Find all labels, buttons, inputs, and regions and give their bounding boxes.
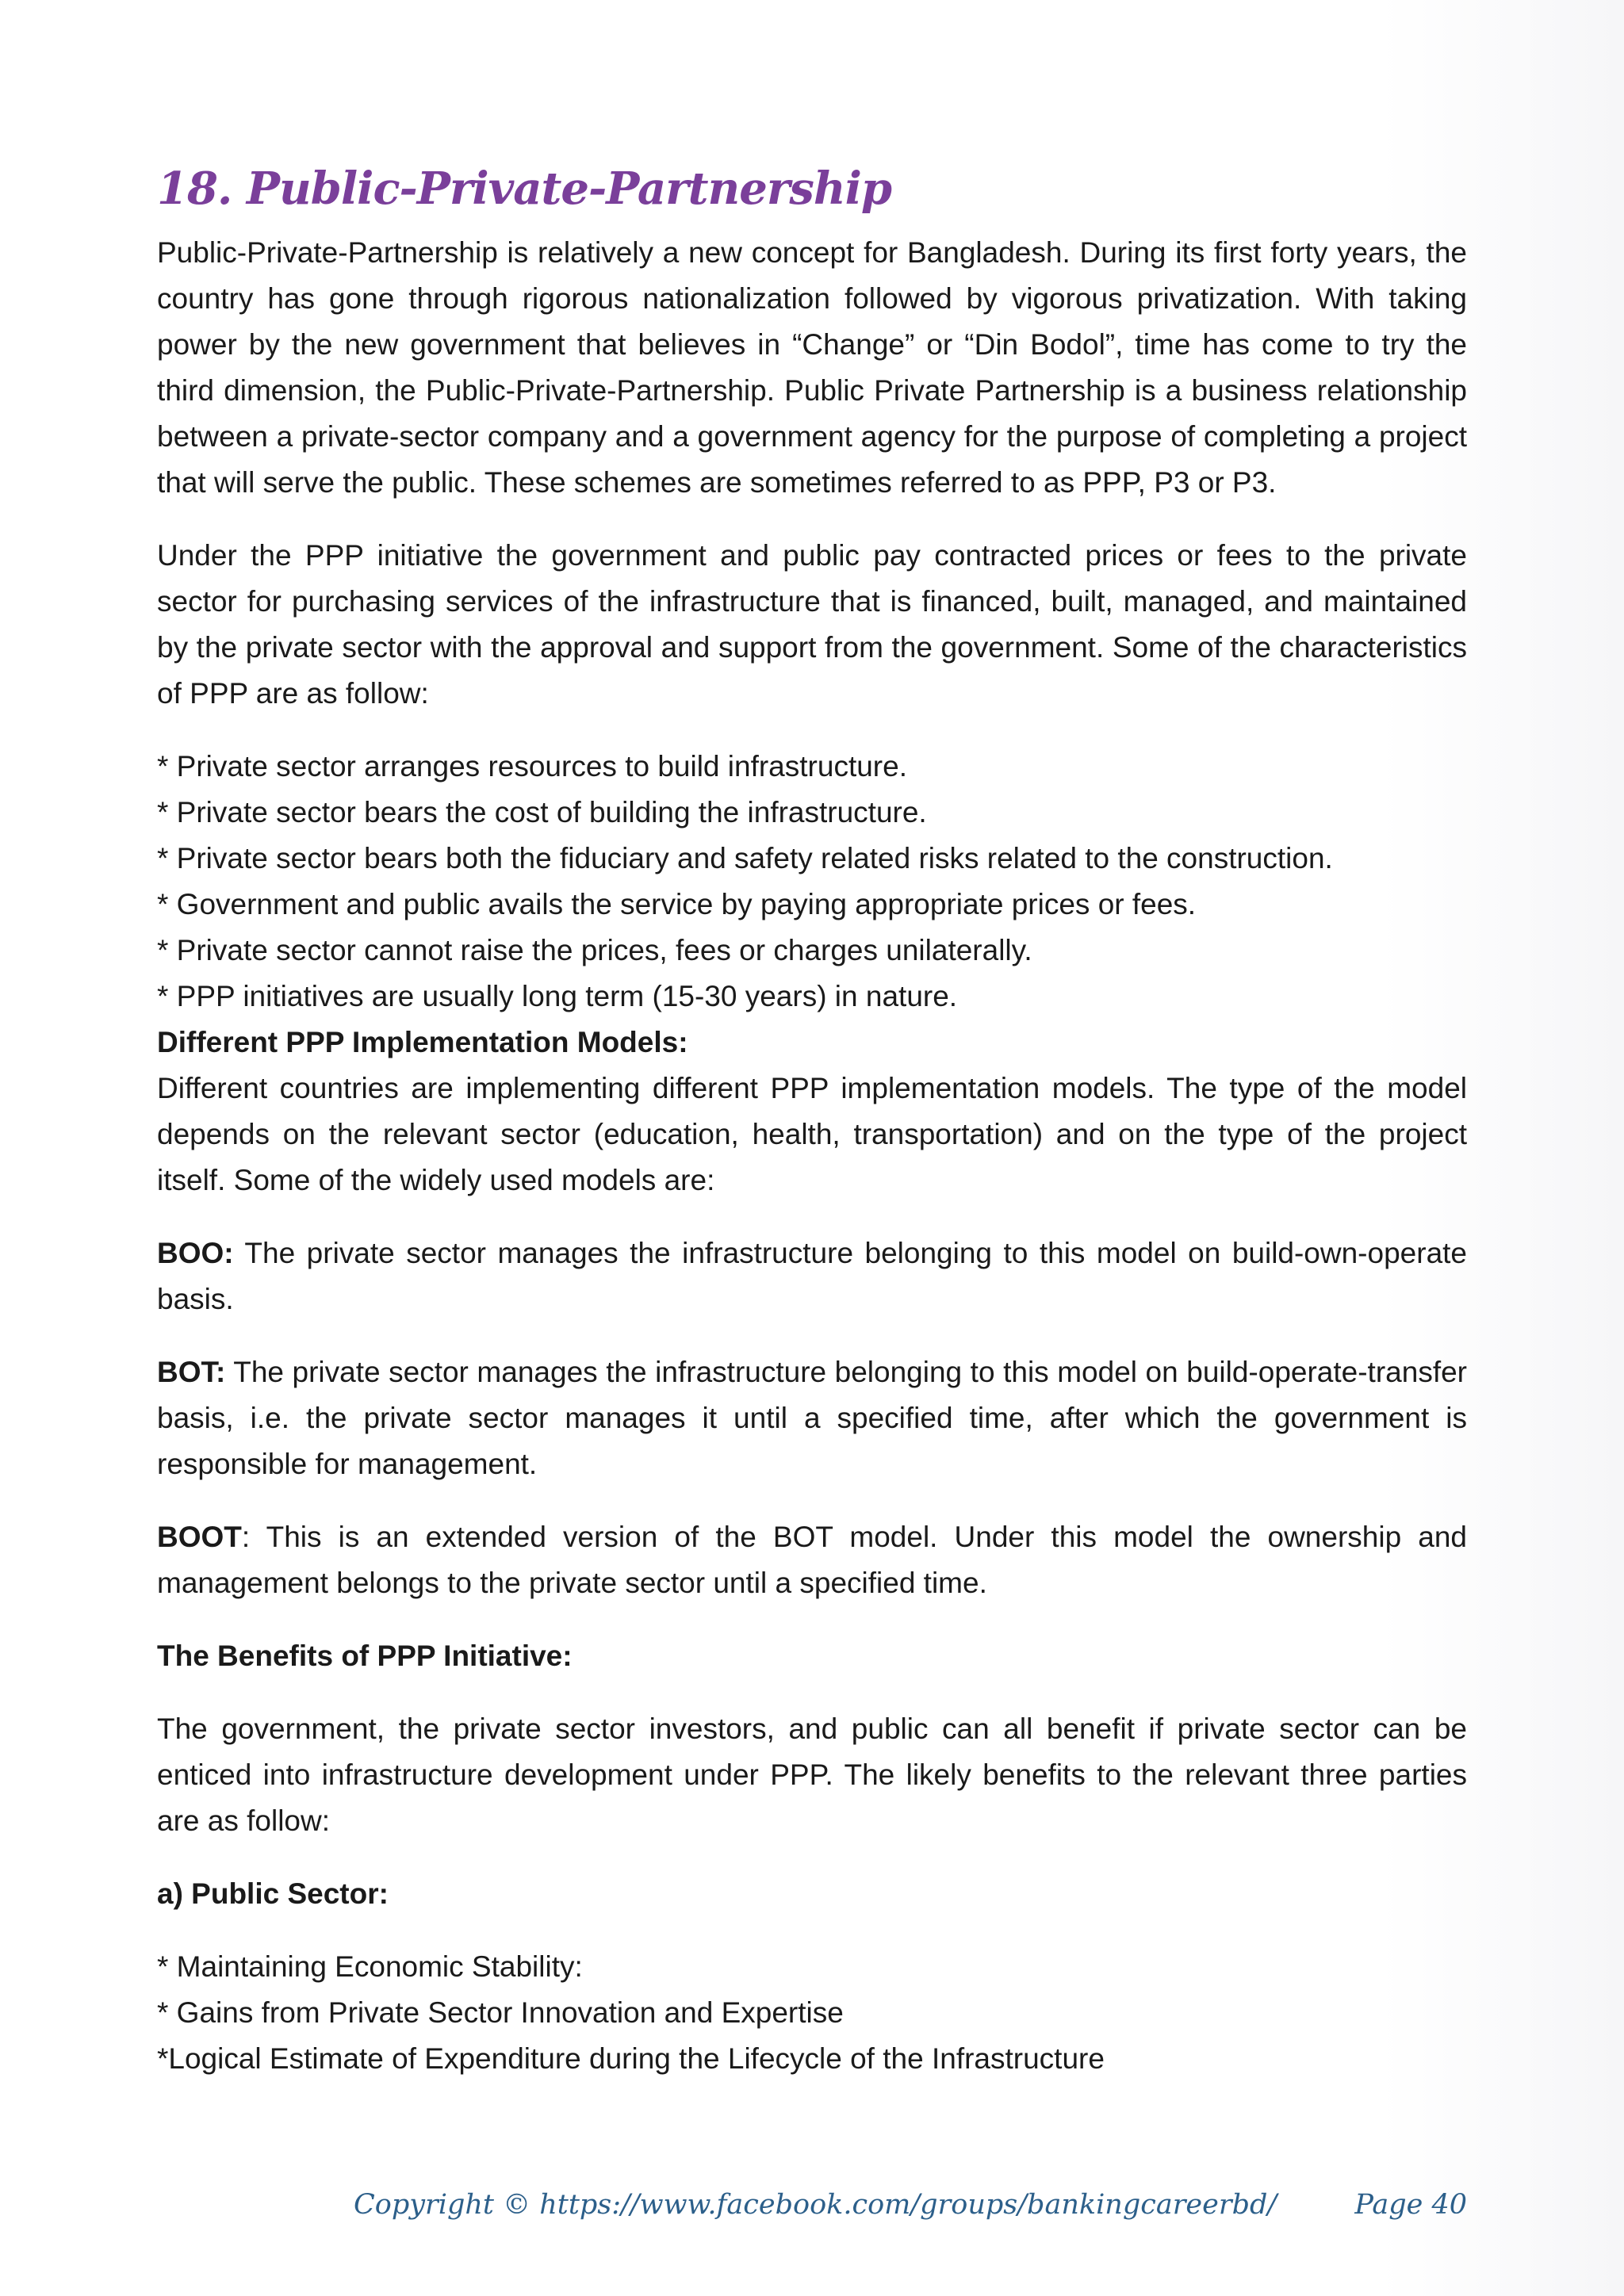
list-item: * PPP initiatives are usually long term (15-30 years) in nature. [157,980,958,1012]
list-item: * Private sector cannot raise the prices, fees or charges unilaterally. [157,934,1032,966]
list-item: * Private sector bears both the fiduciary and safety related risks related to the construction. [157,842,1333,874]
models-heading: Different PPP Implementation Models: [157,1026,688,1058]
boot-paragraph [157,1514,1467,1606]
page-number: Page 40 [1354,2189,1467,2221]
list-item: *Logical Estimate of Expenditure during the Lifecycle of the Infrastructure [157,2042,1105,2075]
list-item: * Private sector arranges resources to build infrastructure. [157,750,907,783]
section-heading: 18. Public-Private-Partnership [157,163,892,215]
bot-text: The private sector manages the infrastructure belonging to this model on build-operate-transfer basis, i.e. the private sector manages it until a specified time, after which the government is responsible for management. [157,1356,1467,1480]
boo-term: BOO: [157,1237,234,1269]
boot-term: BOOT [157,1521,242,1553]
list-item: * Government and public avails the service by paying appropriate prices or fees. [157,888,1197,920]
models-intro-paragraph: Different countries are implementing different PPP implementation models. The type of the model depends on the relevant sector (education, health, transportation) and on the type of the project itself. Some of the widely used models are: [157,1072,1467,1196]
copyright-text: Copyright © https://www.facebook.com/groups/bankingcareerbd/ [354,2189,1277,2221]
initiative-paragraph: Under the PPP initiative the government and public pay contracted prices or fees to the private sector for purchasing services of the infrastructure that is financed, built, managed, and maintained by the private sector with the approval and support from the government. Some of the characteristics of PPP are as follow: [157,539,1467,710]
list-item: * Private sector bears the cost of building the infrastructure. [157,796,927,828]
boo-text: The private sector manages the infrastructure belonging to this model on build-own-operate basis. [157,1237,1467,1315]
benefits-heading: The Benefits of PPP Initiative: [157,1640,573,1672]
boot-text: : This is an extended version of the BOT model. Under this model the ownership and management belongs to the private sector until a specified time. [157,1521,1467,1599]
characteristics-list [157,744,1467,1020]
public-sector-list [157,1944,1467,2082]
bot-paragraph [157,1349,1467,1487]
list-item: * Maintaining Economic Stability: [157,1950,583,1983]
intro-paragraph: Public-Private-Partnership is relatively a new concept for Bangladesh. During its first forty years, the country has gone through rigorous nationalization followed by vigorous privatization. With taking power by the new government that believes in “Change” or “Din Bodol”, time has come to try the third dimension, the Public-Private-Partnership. Public Private Partnership is a business relationship between a private-sector company and a government agency for the purpose of completing a project that will serve the public. These schemes are sometimes referred to as PPP, P3 or P3. [157,236,1467,499]
page-content [157,155,1467,2082]
boo-paragraph [157,1230,1467,1322]
list-item: * Gains from Private Sector Innovation and Expertise [157,1996,844,2029]
public-sector-heading: a) Public Sector: [157,1877,389,1910]
bot-term: BOT: [157,1356,226,1388]
benefits-intro-paragraph: The government, the private sector investors, and public can all benefit if private sector can be enticed into infrastructure development under PPP. The likely benefits to the relevant three parties are as follow: [157,1712,1467,1837]
